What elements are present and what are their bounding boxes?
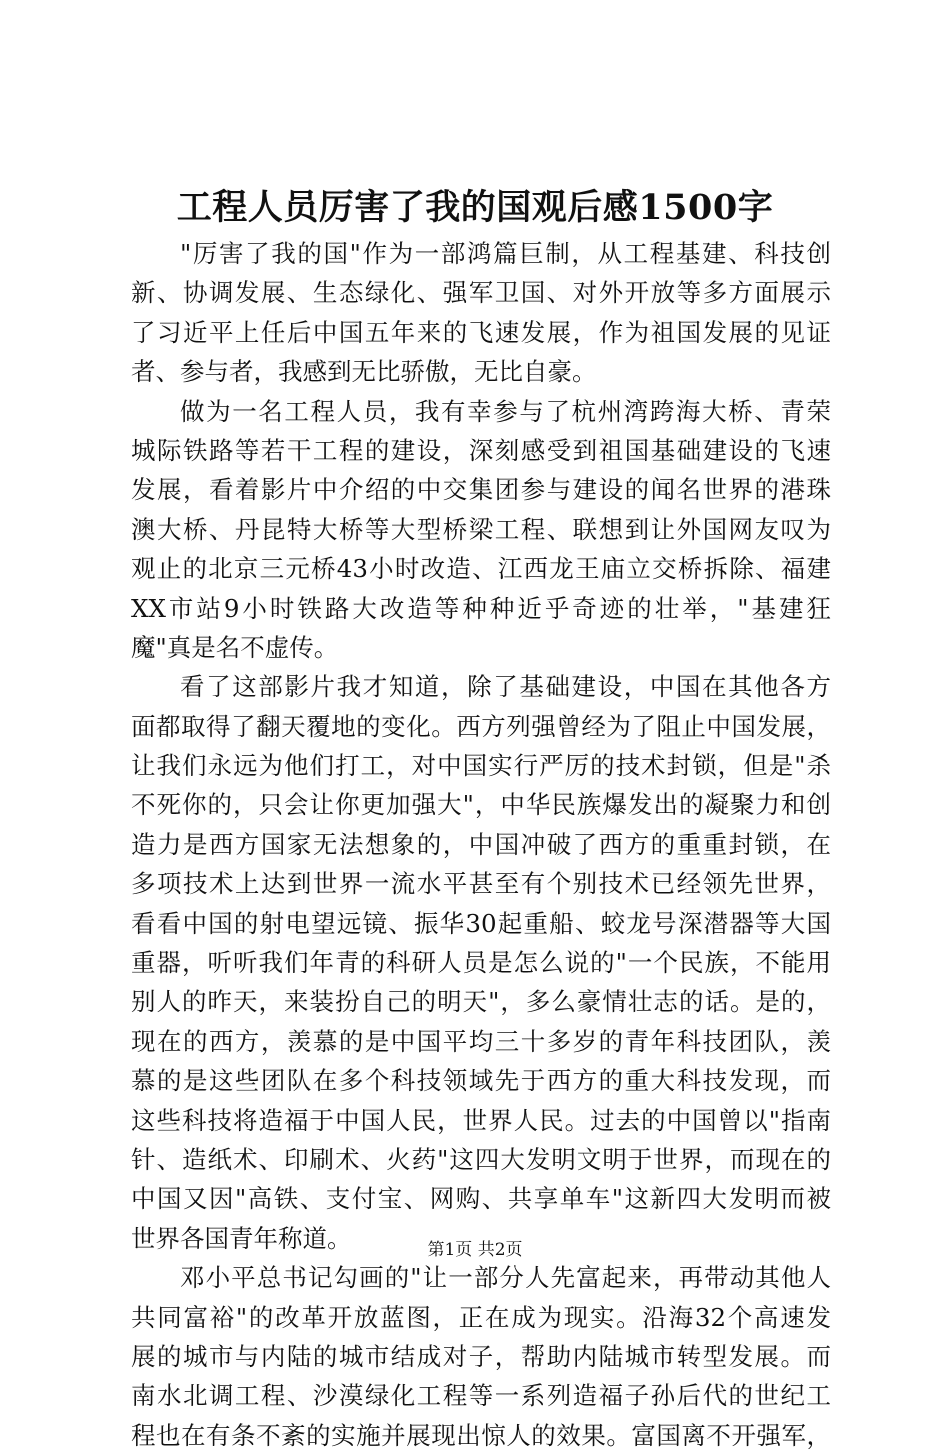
- paragraph-line: 让我们永远为他们打工，对中国实行严厉的技术封锁，但是"杀: [131, 751, 831, 781]
- paragraph-line: 慕的是这些团队在多个科技领域先于西方的重大科技发现，而: [131, 1066, 831, 1096]
- paragraph: [131, 1258, 831, 1455]
- paragraph-line: 新、协调发展、生态绿化、强军卫国、对外开放等多方面展示: [131, 278, 831, 308]
- paragraph-line: 面都取得了翻天覆地的变化。西方列强曾经为了阻止中国发展，: [131, 711, 831, 741]
- paragraph-line: 多项技术上达到世界一流水平甚至有个别技术已经领先世界，: [131, 869, 831, 899]
- paragraph-line: 看看中国的射电望远镜、振华30起重船、蛟龙号深潜器等大国: [131, 908, 831, 938]
- paragraph-line: "厉害了我的国"作为一部鸿篇巨制，从工程基建、科技创: [180, 239, 831, 268]
- paragraph-line: 造力是西方国家无法想象的，中国冲破了西方的重重封锁，在: [131, 829, 831, 859]
- paragraph-line: 展的城市与内陆的城市结成对子，帮助内陆城市转型发展。而: [131, 1341, 831, 1371]
- paragraph-line: 做为一名工程人员，我有幸参与了杭州湾跨海大桥、青荣: [180, 396, 831, 426]
- paragraph-line: 不死你的，只会让你更加强大"，中华民族爆发出的凝聚力和创: [131, 790, 831, 820]
- paragraph-line: XX市站9小时铁路大改造等种种近乎奇迹的壮举，"基建狂: [131, 593, 831, 623]
- paragraph-line: 南水北调工程、沙漠绿化工程等一系列造福子孙后代的世纪工: [131, 1381, 831, 1411]
- paragraph-line: 看了这部影片我才知道，除了基础建设，中国在其他各方: [180, 672, 831, 702]
- paragraph-line: 观止的北京三元桥43小时改造、江西龙王庙立交桥拆除、福建: [131, 554, 831, 584]
- paragraph-line: 中国又因"高铁、支付宝、网购、共享单车"这新四大发明而被: [131, 1184, 831, 1214]
- paragraph-line: 共同富裕"的改革开放蓝图，正在成为现实。沿海32个高速发: [131, 1302, 831, 1332]
- paragraph-line: 者、参与者，我感到无比骄傲，无比自豪。: [131, 357, 597, 387]
- paragraph-line: 澳大桥、丹昆特大桥等大型桥梁工程、联想到让外国网友叹为: [131, 514, 831, 544]
- paragraph-line: 别人的昨天，来装扮自己的明天"，多么豪情壮志的话。是的，: [131, 987, 831, 1017]
- paragraph-line: 重器，听听我们年青的科研人员是怎么说的"一个民族，不能用: [131, 948, 831, 978]
- paragraph-line: 世界各国青年称道。: [131, 1223, 352, 1253]
- paragraph-line: 现在的西方，羡慕的是中国平均三十多岁的青年科技团队，羡: [131, 1026, 831, 1056]
- document-body: [131, 234, 831, 1455]
- paragraph-line: 魔"真是名不虚传。: [131, 632, 339, 662]
- paragraph: [131, 667, 831, 1258]
- paragraph: [131, 392, 831, 668]
- page-footer: 第1页 共2页: [427, 1240, 523, 1260]
- paragraph-line: 城际铁路等若干工程的建设，深刻感受到祖国基础建设的飞速: [131, 435, 831, 465]
- paragraph-line: 程也在有条不紊的实施并展现出惊人的效果。富国离不开强军，: [131, 1420, 831, 1450]
- paragraph-line: 了习近平上任后中国五年来的飞速发展，作为祖国发展的见证: [131, 317, 831, 347]
- paragraph-line: 邓小平总书记勾画的"让一部分人先富起来，再带动其他人: [180, 1263, 831, 1293]
- paragraph: [131, 234, 831, 392]
- paragraph-line: 针、造纸术、印刷术、火药"这四大发明文明于世界，而现在的: [131, 1144, 831, 1174]
- paragraph-line: 发展，看着影片中介绍的中交集团参与建设的闻名世界的港珠: [131, 475, 831, 505]
- paragraph-line: 这些科技将造福于中国人民，世界人民。过去的中国曾以"指南: [131, 1105, 831, 1135]
- document-title: 工程人员厉害了我的国观后感1500字: [176, 187, 774, 228]
